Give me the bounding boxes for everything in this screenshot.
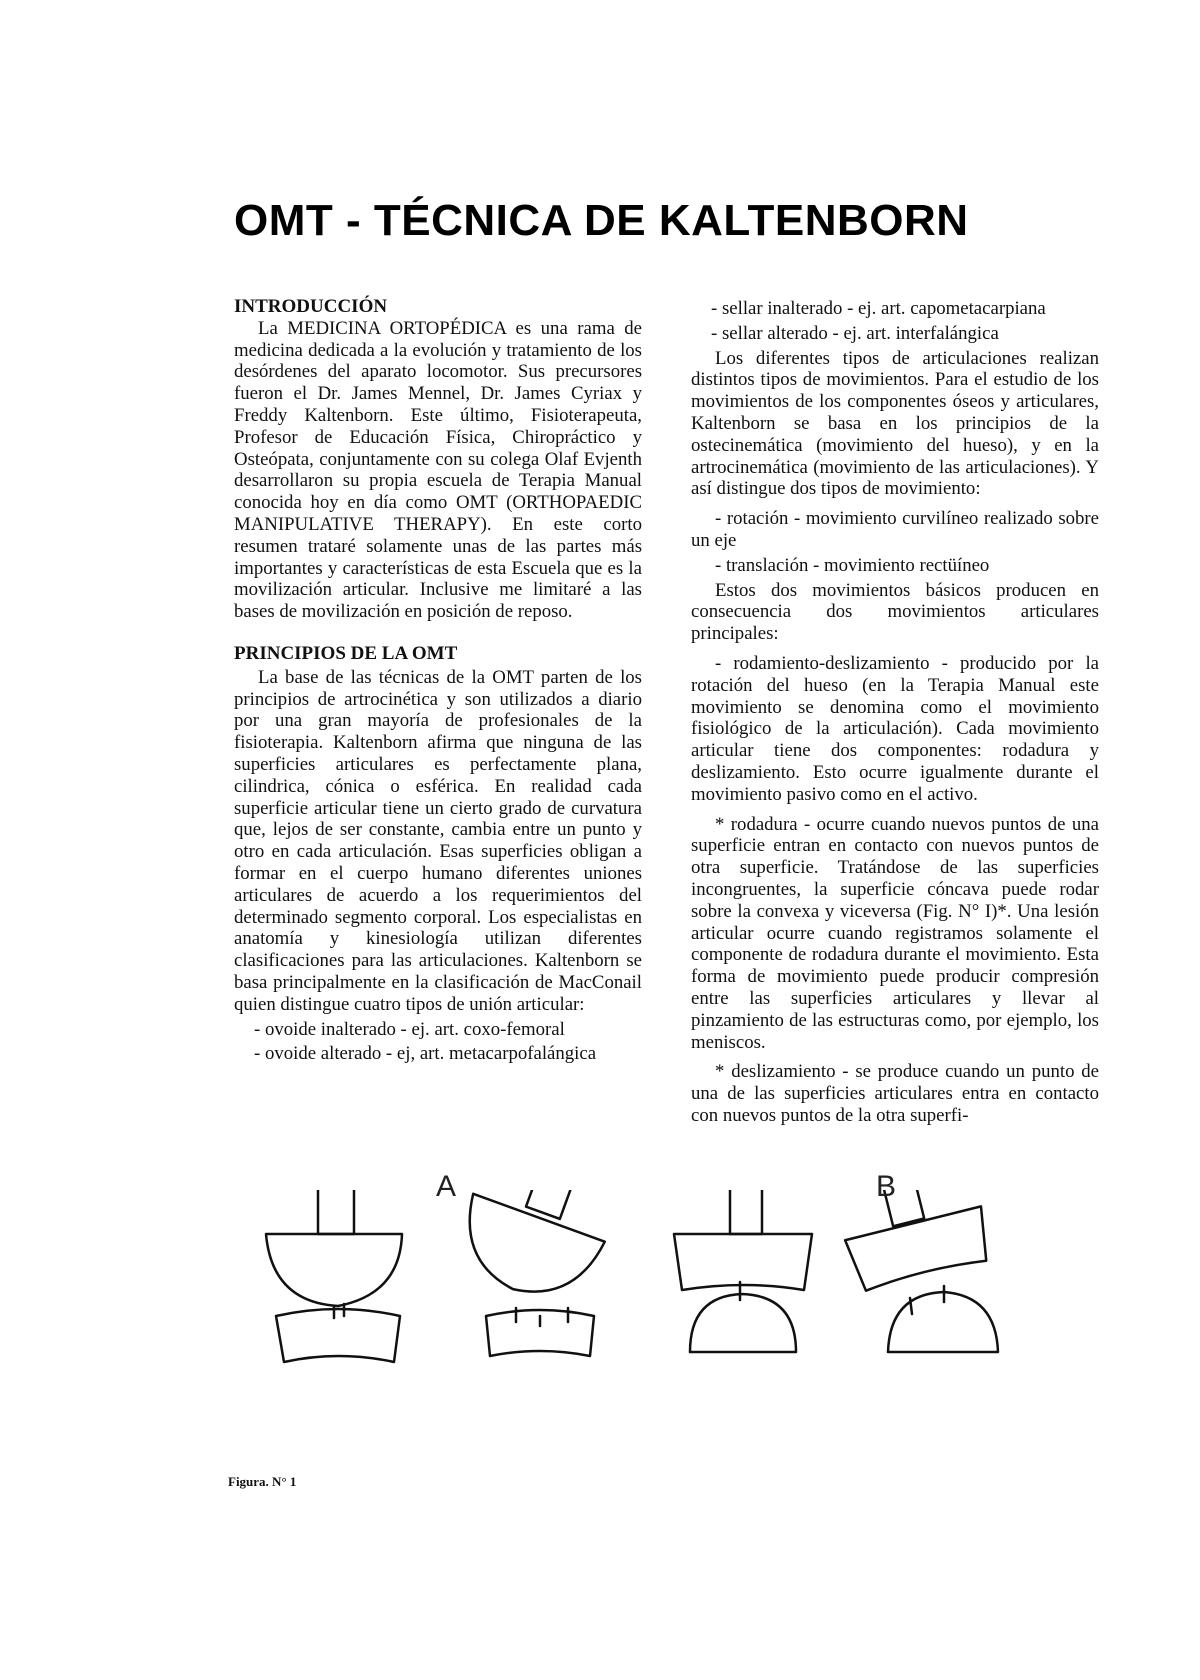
diagram-b-rotated — [832, 1190, 998, 1352]
joint-type-item: - ovoide alterado - ej, art. metacarpofalángica — [254, 1043, 597, 1065]
movement-type-item: - translación - movimiento rectüíneo — [715, 554, 990, 576]
intro-paragraph: La MEDICINA ORTOPÉDICA es una rama de medicina dedicada a la evolución y tratamiento de los desórdenes del aparato locomotor. Sus precursores fueron el Dr. James Mennel, Dr. James Cyriax y Freddy Kaltenborn. Este último, Fisioterapeuta, Profesor de Educación Física, Chiropráctico y Osteópata, conjuntamente con su colega Olaf Evjenth desarrollaron su propia escuela de Terapia Manual conocida hoy en día como OMT (ORTHOPAEDIC MANIPULATIVE THERAPY). En este corto resumen trataré solamente unas de las partes más importantes y características de esta Escuela que es la movilización articular. Inclusive me limitaré a las bases de movilización en posición de reposo. — [234, 317, 642, 623]
joint-type-item: - sellar inalterado - ej. art. capometacarpiana — [711, 298, 1046, 319]
figure-label-a: A — [436, 1170, 457, 1203]
intro-heading: INTRODUCCIÓN — [234, 296, 388, 317]
movements-paragraph: Los diferentes tipos de articulaciones realizan distintos tipos de movimientos. Para el estudio de los movimientos de los componentes óseos y articulares, Kaltenborn se basa en los principios de la ostecinemática (movimiento del hueso), y en la artrocinemática (movimiento de las articulaciones). Y así distingue dos tipos de movimiento: — [691, 347, 1099, 500]
diagram-a-rotated — [447, 1190, 625, 1356]
rolling-gliding-paragraph: - rodamiento-deslizamiento - producido por la rotación del hueso (en la Terapia Manual este movimiento se denomina como el movimiento fisiológico de la articulación). Cada movimiento articular tiene dos componentes: rodadura y deslizamiento. Esto ocurre igualmente durante el movimiento pasivo como en el activo. — [691, 652, 1099, 805]
deslizamiento-paragraph: * deslizamiento - se produce cuando un punto de una de las superficies articulares entra en contacto con nuevos puntos de la otra superfi- — [691, 1061, 1099, 1126]
rodadura-paragraph: * rodadura - ocurre cuando nuevos puntos de una superficie entran en contacto con nuevos puntos de otra superficie. Tratándose de las superficies incongruentes, la superficie cóncava puede rodar sobre la convexa y viceversa (Fig. N° I)*. Una lesión articular ocurre cuando registramos solamente el componente de rodadura durante el movimiento. Esta forma de movimiento puede producir compresión entre las superficies articulares y llevar al pinzamiento de las estructuras como, por ejemplo, los meniscos. — [691, 813, 1099, 1053]
principles-paragraph: La base de las técnicas de la OMT parten de los principios de artrocinética y son utilizados a diario por una gran mayoría de profesionales de la fisioterapia. Kaltenborn afirma que ninguna de las superficies articulares es perfectamente plana, cilindrica, cónica o esférica. En realidad cada superficie articular tiene un cierto grado de curvatura que, lejos de ser constante, cambia entre un punto y otro en cada articulación. Esas superficies obligan a formar en el cuerpo humano diferentes uniones articulares de acuerdo a los requerimientos del determinado segmento corporal. Los especialistas en anatomía y kinesiología utilizan diferentes clasificaciones para las articulaciones. Kaltenborn se basa principalmente en la clasificación de MacConail quien distingue cuatro tipos de unión articular: — [234, 666, 642, 1015]
movement-type-item: - rotación - movimiento curvilíneo realizado sobre un eje — [691, 508, 1099, 551]
joint-type-item: - sellar alterado - ej. art. interfalángica — [711, 322, 999, 344]
joint-movement-figure — [250, 1170, 1130, 1440]
diagram-b-neutral — [674, 1190, 812, 1352]
basic-movements-paragraph: Estos dos movimientos básicos producen en consecuencia dos movimientos articulares principales: — [691, 579, 1099, 645]
figure-drawings — [250, 1190, 1130, 1440]
principles-heading: PRINCIPIOS DE LA OMT — [234, 642, 458, 664]
diagram-a-neutral — [266, 1190, 402, 1362]
right-column — [691, 298, 1099, 1127]
figure-label-b: B — [876, 1170, 897, 1203]
page-title: OMT - TÉCNICA DE KALTENBORN — [234, 196, 969, 245]
joint-type-item: - ovoide inalterado - ej. art. coxo-femoral — [254, 1018, 565, 1040]
left-column — [234, 296, 642, 1068]
figure-caption: Figura. N° 1 — [228, 1474, 297, 1489]
